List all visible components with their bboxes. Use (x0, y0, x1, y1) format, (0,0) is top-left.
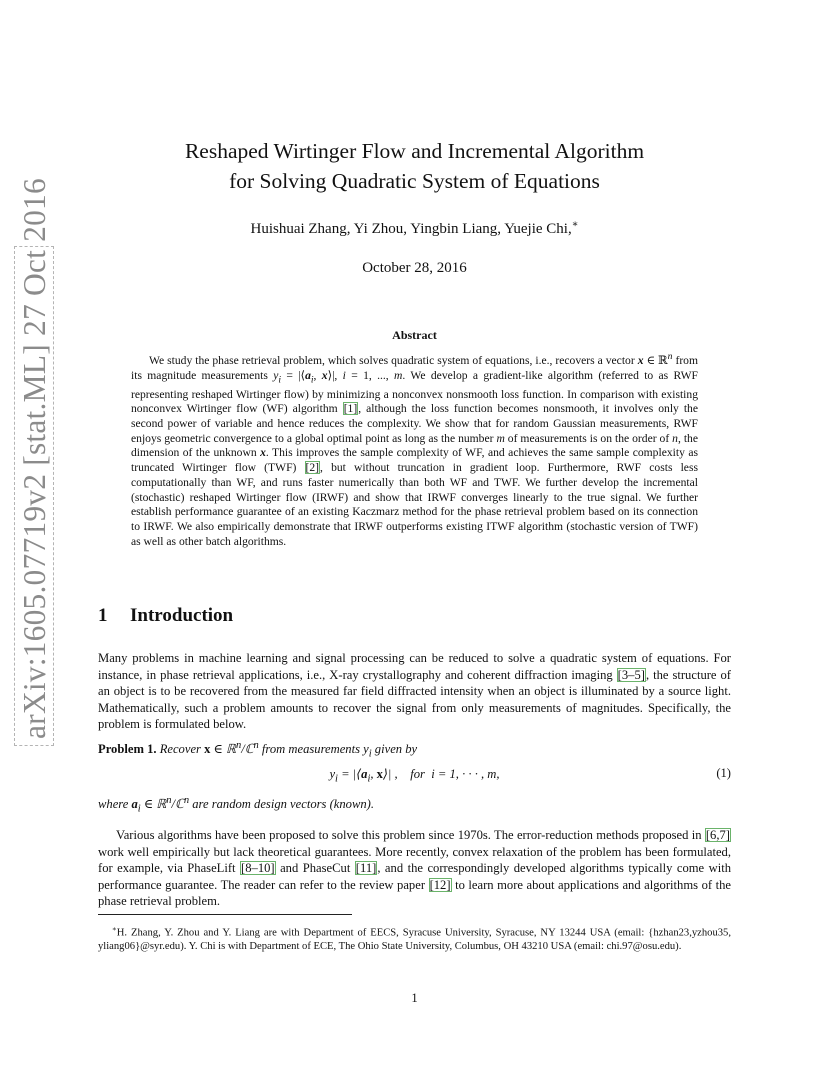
section-number: 1 (98, 605, 108, 626)
title-line-2: for Solving Quadratic System of Equations (229, 169, 600, 193)
equation-number: (1) (716, 766, 731, 780)
citation-link[interactable]: [6,7] (705, 828, 730, 842)
footnote-text: H. Zhang, Y. Zhou and Y. Liang are with Department of EECS, Syracuse University, Syracuse, NY 13244 USA (email: {hzhan23,yzhou35, yliang06}@syr.edu). Y. Chi is with Department of ECE, The Ohio State University, Columbus, OH 43210 USA (email: chi.97@osu.edu). (98, 927, 731, 952)
intro-paragraph-2: Various algorithms have been proposed to solve this problem since 1970s. The error-reduction methods proposed in [6,7] work well empirically but lack theoretical guarantees. More recently, convex relaxation of the problem has been formulated, for example, via PhaseLift [8–10] and PhaseCut [11], and the correspondingly developed algorithms typically come with performance guarantee. The reader can refer to the review paper [12] to learn more about applications and algorithms of the phase retrieval problem. (98, 828, 731, 908)
math-yi: $y_i$ (363, 742, 372, 760)
page-number: 1 (411, 991, 418, 1005)
abstract-text: We study the phase retrieval problem, which solves quadratic system of equations, i.e., recovers a vector x ∈ ℝ$^n$ from its magnitude measurements $y_i$ = $|⟨a_i$, x⟩|, i = 1, ..., m. We develop a gradient-like algorithm (referred to as RWF representing reshaped Wirtinger flow) by minimizing a nonconvex nonsmooth loss function. In comparison with existing nonconvex Wirtinger flow (WF) algorithm [1], although the loss function becomes nonsmooth, it involves only the second power of variable and hence reduces the complexity. We show that for random Gaussian measurements, RWF enjoys geometric convergence to a global optimal point as long as the number m of measurements is on the order of n, the dimension of the unknown x. This improves the sample complexity of WF, and achieves the same sample complexity as truncated Wirtinger flow (TWF) [2], but without truncation in gradient loop. Furthermore, RWF costs less computationally than WF, and runs faster numerically than both WF and TWF. We further develop the incremental (stochastic) reshaped Wirtinger flow (IRWF) and show that IRWF converges linearly to the true signal. We further establish performance guarantee of an existing Kaczmarz method for the phase retrieval problem based on its connection to IRWF. We also empirically demonstrate that IRWF outperforms existing ITWF algorithm (stochastic version of TWF) as well as other batch algorithms. (131, 351, 699, 548)
problem-where-clause: where $a_i$ ∈ ℝ$^n$/ℂ$^n$ are random design vectors (known). (98, 795, 374, 815)
section-title: Introduction (130, 605, 234, 626)
arxiv-identifier-stamp[interactable]: arXiv:1605.07719v2 [stat.ML] 27 Oct 2016 (14, 246, 54, 746)
math-ai-domain: $a_i$ ∈ ℝ$^n$/ℂ$^n$ (131, 795, 190, 815)
citation-link[interactable]: [1] (343, 402, 358, 416)
citation-link[interactable]: [8–10] (241, 861, 275, 875)
footnote-divider (98, 914, 352, 915)
math-n: n (672, 431, 678, 445)
problem-label: Problem 1. (98, 742, 157, 757)
equation-body: $y_i$ = $|⟨a_i$, x⟩| , for i = 1, · · · , m, (329, 767, 500, 785)
author-footnote-mark: ∗ (571, 219, 579, 230)
author-names: Huishuai Zhang, Yi Zhou, Yingbin Liang, Yuejie Chi, (250, 221, 572, 237)
math-m: m (496, 431, 505, 445)
citation-link[interactable]: [12] (429, 877, 451, 892)
math-measurements: $y_i$ = $|⟨a_i$, x⟩|, i = 1, ..., m (273, 368, 403, 385)
author-footnote (98, 923, 731, 953)
paper-title (98, 136, 731, 196)
math-x: x (260, 446, 266, 460)
footnote-mark: ∗ (112, 925, 117, 933)
author-list (98, 219, 731, 238)
citation-link[interactable]: [11] (355, 861, 377, 875)
abstract-heading: Abstract (392, 328, 437, 342)
math-x-domain: x ∈ ℝ$^n$/ℂ$^n$ (204, 740, 259, 757)
math-x-in-Rn: x ∈ ℝ$^n$ (637, 351, 673, 367)
citation-link[interactable]: [2] (305, 461, 320, 475)
intro-paragraph-1: Many problems in machine learning and signal processing can be reduced to solve a quadratic system of equations. For instance, in phase retrieval applications, i.e., X-ray crystallography and coherent diffraction imaging [3–5], the structure of an object is to be recovered from the measured far field diffracted intensity when an object is illuminated by a source light. Mathematically, such a problem amounts to recover the signal from only measurements of magnitudes. Specifically, the problem is formulated below. (98, 651, 732, 731)
section-heading-introduction (98, 605, 233, 627)
title-line-1: Reshaped Wirtinger Flow and Incremental Algorithm (184, 139, 645, 163)
problem-statement: Problem 1. Recover x ∈ ℝ$^n$/ℂ$^n$ from measurements $y_i$ given by (98, 740, 418, 760)
citation-link[interactable]: [3–5] (617, 667, 645, 682)
paper-date: October 28, 2016 (362, 260, 467, 276)
